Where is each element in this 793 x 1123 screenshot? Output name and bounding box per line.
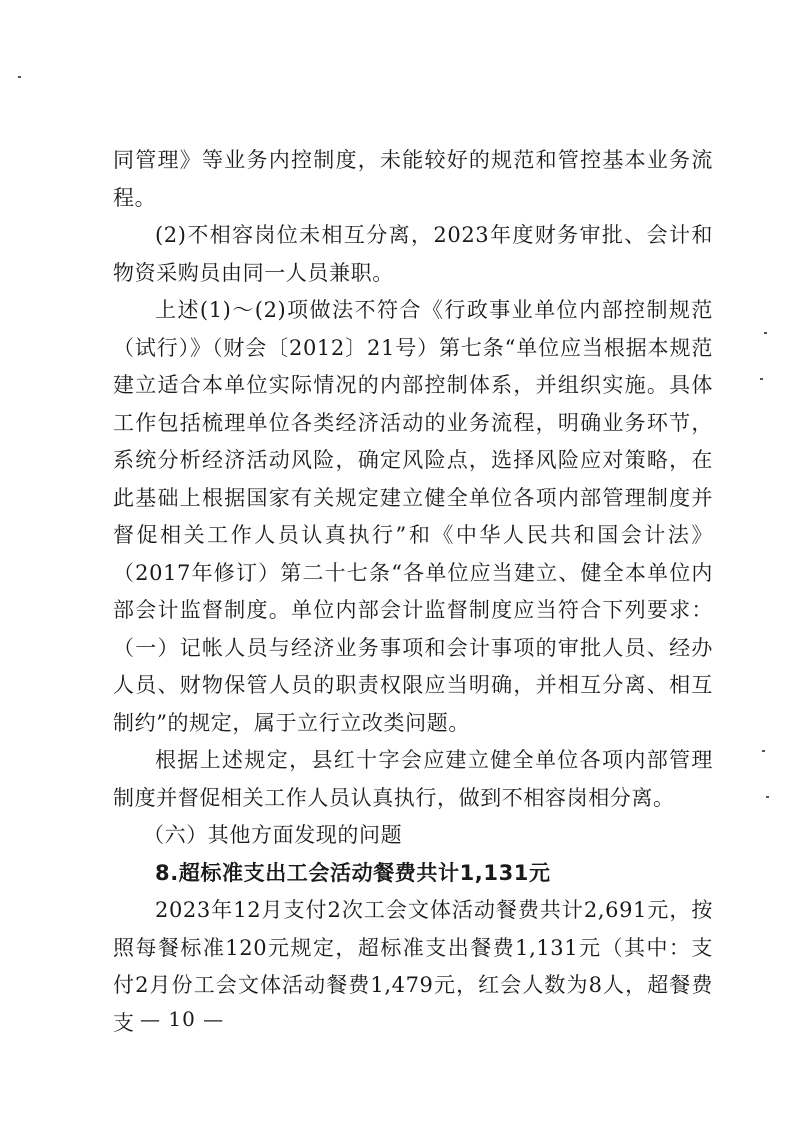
paragraph: 同管理》等业务内控制度，未能较好的规范和管控基本业务流程。 — [113, 148, 713, 210]
scan-speck — [766, 796, 769, 798]
scan-speck — [762, 750, 765, 752]
paragraph: 根据上述规定，县红十字会应建立健全单位各项内部管理制度并督促相关工作人员认真执行，做到不相容岗相分离。 — [113, 748, 713, 810]
page-number: — 10 — — [140, 1007, 225, 1031]
paragraph: 上述(1)～(2)项做法不符合《行政事业单位内部控制规范（试行）》（财会〔2012〕21号）第七条“单位应当根据本规范建立适合本单位实际情况的内部控制体系，并组织实施。具体工作包括梳理单位各类经济活动的业务流程，明确业务环节，系统分析经济活动风险，确定风险点，选择风险应对策略，在此基础上根据国家有关规定建立健全单位各项内部管理制度并督促相关工作人员认真执行”和《中华人民共和国会计法》（2017年修订）第二十七条“各单位应当建立、健全本单位内部会计监督制度。单位内部会计监督制度应当符合下列要求：（一）记帐人员与经济业务事项和会计事项的审批人员、经办人员、财物保管人员的职责权限应当明确，并相互分离、相互制约”的规定，属于立行立改类问题。 — [113, 298, 713, 735]
scan-speck — [18, 76, 21, 78]
paragraph: (2)不相容岗位未相互分离，2023年度财务审批、会计和物资采购员由同一人员兼职。 — [113, 223, 713, 285]
paragraph: 2023年12月支付2次工会文体活动餐费共计2,691元，按照每餐标准120元规定，超标准支出餐费1,131元（其中：支付2月份工会文体活动餐费1,479元，红会人数为8人，超餐费支 — [113, 898, 713, 1035]
item-heading: 8.超标准支出工会活动餐费共计1,131元 — [155, 860, 551, 885]
section-title: （六）其他方面发现的问题 — [143, 823, 403, 847]
scan-speck — [764, 332, 767, 334]
scan-speck — [760, 378, 763, 380]
document-body — [113, 142, 713, 1042]
